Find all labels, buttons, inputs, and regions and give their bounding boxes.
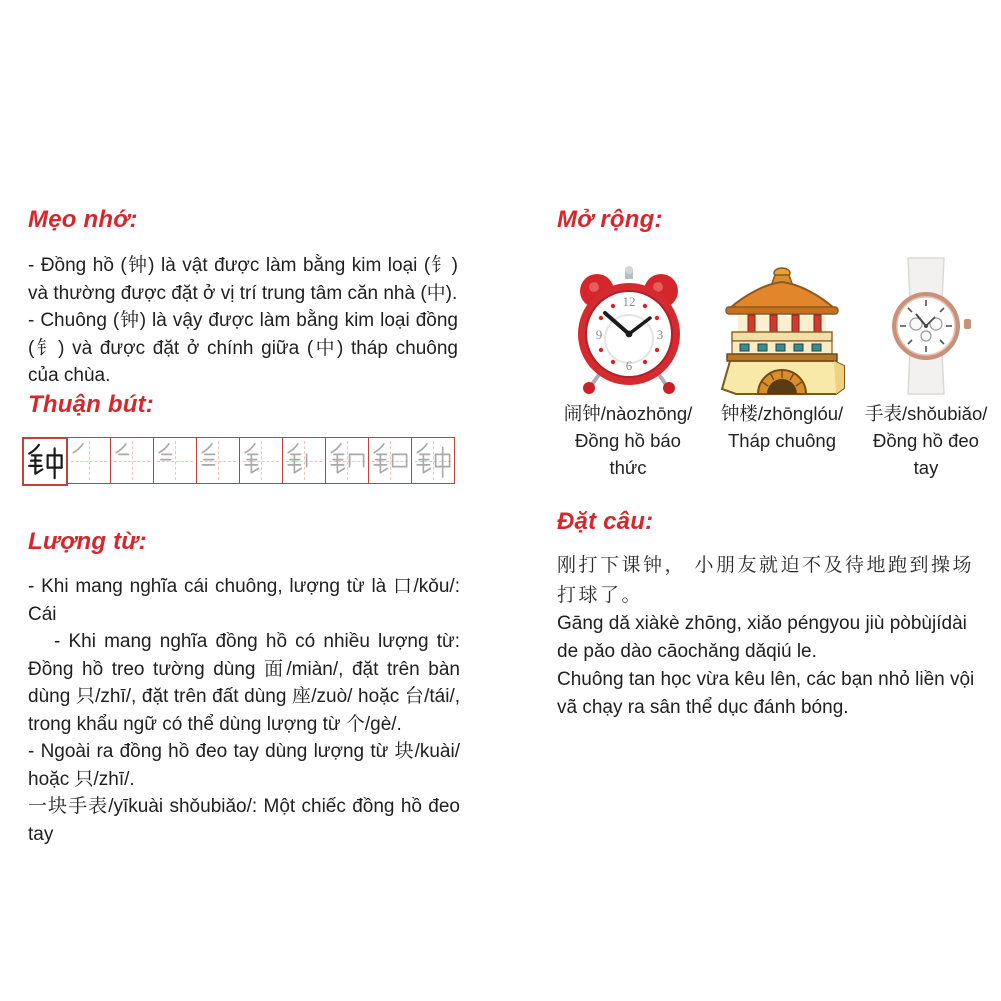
- luong-tu-bullet-3: - Ngoài ra đồng hồ đeo tay dùng lượng từ 块/kuài/ hoặc 只/zhī/.: [28, 741, 460, 790]
- caption-term: 闹钟/nàozhōng/: [563, 403, 693, 424]
- section-heading-dat-cau: Đặt câu:: [557, 508, 654, 535]
- clock-numeral-12: 12: [622, 294, 636, 309]
- stroke-grid-cell-step-9: [411, 437, 455, 484]
- stroke-grid-cell-step-5: [239, 437, 283, 484]
- stroke-grid-cell-step-8: [368, 437, 412, 484]
- stroke-grid-cell-step-3: [153, 437, 197, 484]
- caption-bell-tower: [699, 400, 865, 481]
- luong-tu-example: 一块手表/yīkuài shǒubiǎo/: Một chiếc đồng hồ đeo tay: [28, 796, 460, 845]
- caption-meaning: Tháp chuông: [727, 430, 836, 451]
- section-heading-thuan-but: Thuận bút:: [28, 391, 154, 418]
- section-heading-mo-rong: Mở rộng:: [557, 206, 663, 233]
- caption-meaning: Đồng hồ báo thức: [575, 430, 681, 478]
- wristwatch-icon: [865, 256, 987, 396]
- example-sentence-chinese: 刚打下课钟， 小朋友就迫不及待地跑到操场打球了。: [557, 554, 975, 606]
- mo-rong-captions: [557, 400, 987, 481]
- meo-nho-bullet-2: - Chuông (钟) là vậy được làm bằng kim loại đồng (钅) và được đặt ở chính giữa (中) tháp chuông của chùa.: [28, 310, 458, 386]
- luong-tu-bullet-2: - Khi mang nghĩa đồng hồ có nhiều lượng từ: Đồng hồ treo tường dùng 面/miàn/, đặt trên bàn dùng 只/zhī/, đặt trên đất dùng 座/zuò/ hoặc 台/tái/, trong khẩu ngữ có thể dùng lượng từ 个/gè/.: [28, 631, 460, 735]
- mo-rong-illustrations: [557, 256, 987, 396]
- section-heading-luong-tu: Lượng từ:: [28, 528, 147, 555]
- caption-meaning: Đồng hồ đeo tay: [873, 430, 979, 478]
- meo-nho-bullet-1: - Đồng hồ (钟) là vật được làm bằng kim loại (钅) và thường được đặt ở vị trí trung tâm căn nhà (中).: [28, 255, 458, 304]
- caption-wristwatch: [865, 400, 987, 481]
- alarm-clock-icon: [557, 256, 699, 396]
- alarm-clock-drawing: [561, 264, 695, 396]
- clock-numeral-6: 6: [625, 358, 633, 373]
- stroke-grid-cell-step-7: [325, 437, 369, 484]
- stroke-grid-cell-step-4: [196, 437, 240, 484]
- stroke-grid-cell-complete: [22, 437, 68, 486]
- luong-tu-bullet-1: - Khi mang nghĩa cái chuông, lượng từ là 口/kǒu/: Cái: [28, 576, 460, 625]
- example-sentence-vietnamese: Chuông tan học vừa kêu lên, các bạn nhỏ liền vội vã chạy ra sân thể dục đánh bóng.: [557, 669, 975, 718]
- meo-nho-body: [28, 252, 458, 390]
- dat-cau-body: [557, 550, 989, 722]
- section-heading-meo-nho: Mẹo nhớ:: [28, 206, 138, 233]
- bell-tower-drawing: [702, 266, 862, 396]
- stroke-order-grid: [22, 437, 455, 486]
- caption-alarm-clock: [557, 400, 699, 481]
- bell-tower-icon: [699, 256, 865, 396]
- clock-numeral-9: 9: [595, 327, 603, 342]
- wristwatch-drawing: [872, 256, 980, 396]
- caption-term: 手表/shǒubiǎo/: [865, 403, 988, 424]
- luong-tu-body: [28, 573, 460, 848]
- caption-term: 钟楼/zhōnglóu/: [720, 403, 844, 424]
- example-sentence-pinyin: Gāng dǎ xiàkè zhōng, xiǎo péngyou jiù pòbùjídài de pǎo dào cāochǎng dǎqiú le.: [557, 613, 967, 662]
- clock-numeral-3: 3: [656, 327, 664, 342]
- stroke-grid-cell-step-1: [67, 437, 111, 484]
- stroke-grid-cell-step-2: [110, 437, 154, 484]
- stroke-grid-cell-step-6: [282, 437, 326, 484]
